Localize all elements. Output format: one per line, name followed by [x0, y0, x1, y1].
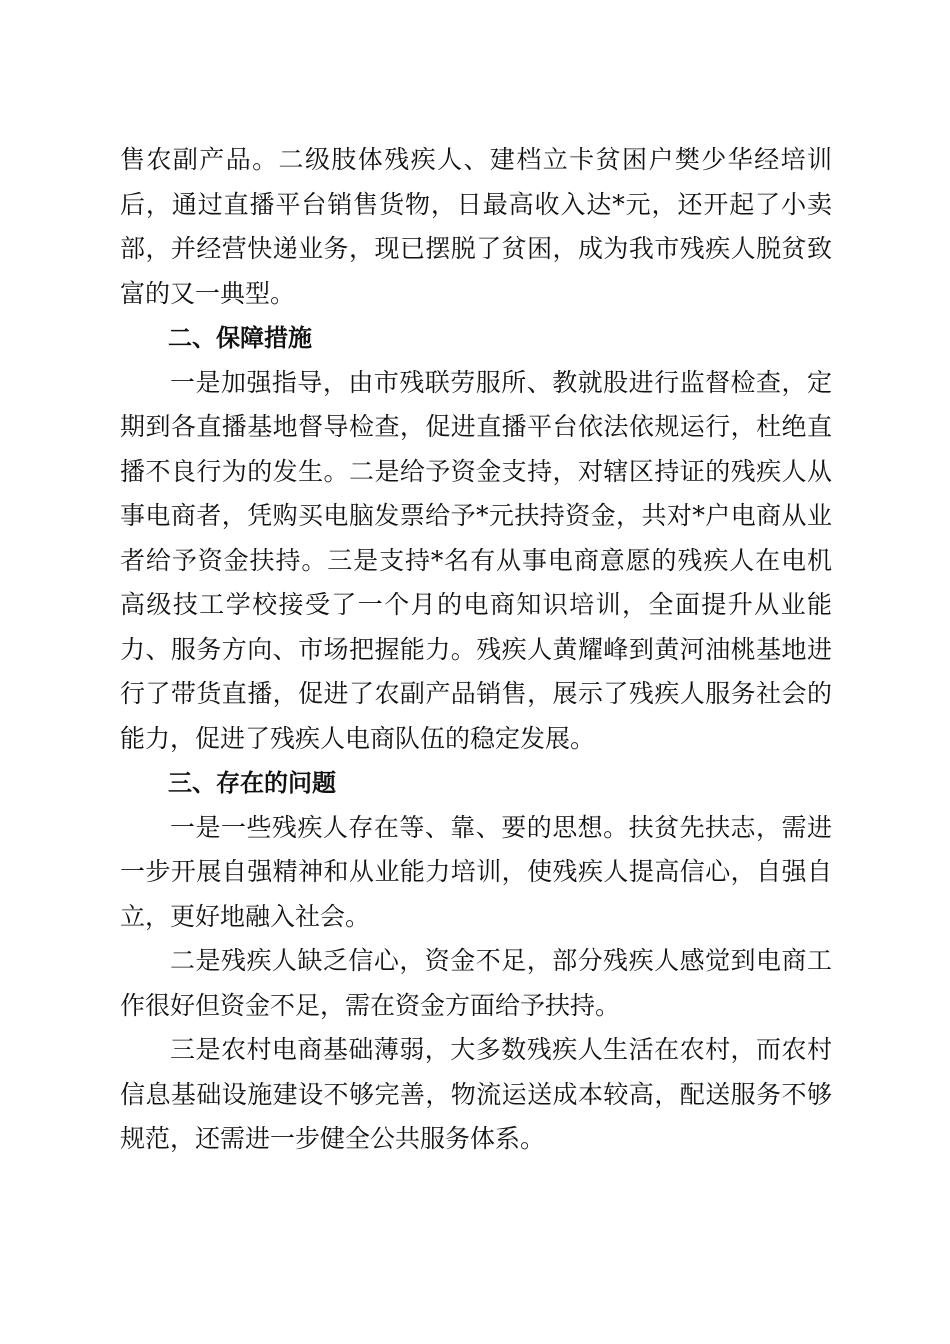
section-heading-safeguards: 二、保障措施	[168, 324, 312, 352]
problem-paragraph-2: 二是残疾人缺乏信心，资金不足，部分残疾人感觉到电商工作很好但资金不足，需在资金方面给予扶持。	[120, 946, 832, 1020]
continuation-paragraph: 售农副产品。二级肢体残疾人、建档立卡贫困户樊少华经培训后，通过直播平台销售货物，日最高收入达*元，还开起了小卖部，并经营快递业务，现已摆脱了贫困，成为我市残疾人脱贫致富的又一典型。	[120, 145, 832, 308]
problem-paragraph-1: 一是一些残疾人存在等、靠、要的思想。扶贫先扶志，需进一步开展自强精神和从业能力培训，使残疾人提高信心，自强自立，更好地融入社会。	[120, 812, 832, 931]
safeguards-paragraph: 一是加强指导，由市残联劳服所、教就股进行监督检查，定期到各直播基地督导检查，促进直播平台依法依规运行，杜绝直播不良行为的发生。二是给予资金支持，对辖区持证的残疾人从事电商者，凭购买电脑发票给予*元扶持资金，共对*户电商从业者给予资金扶持。三是支持*名有从事电商意愿的残疾人在电机高级技工学校接受了一个月的电商知识培训，全面提升从业能力、服务方向、市场把握能力。残疾人黄耀峰到黄河油桃基地进行了带货直播，促进了农副产品销售，展示了残疾人服务社会的能力，促进了残疾人电商队伍的稳定发展。	[120, 367, 832, 753]
document-body	[120, 138, 832, 1162]
problem-paragraph-3: 三是农村电商基础薄弱，大多数残疾人生活在农村，而农村信息基础设施建设不够完善，物流运送成本较高，配送服务不够规范，还需进一步健全公共服务体系。	[120, 1035, 832, 1153]
section-heading-problems: 三、存在的问题	[168, 769, 336, 797]
